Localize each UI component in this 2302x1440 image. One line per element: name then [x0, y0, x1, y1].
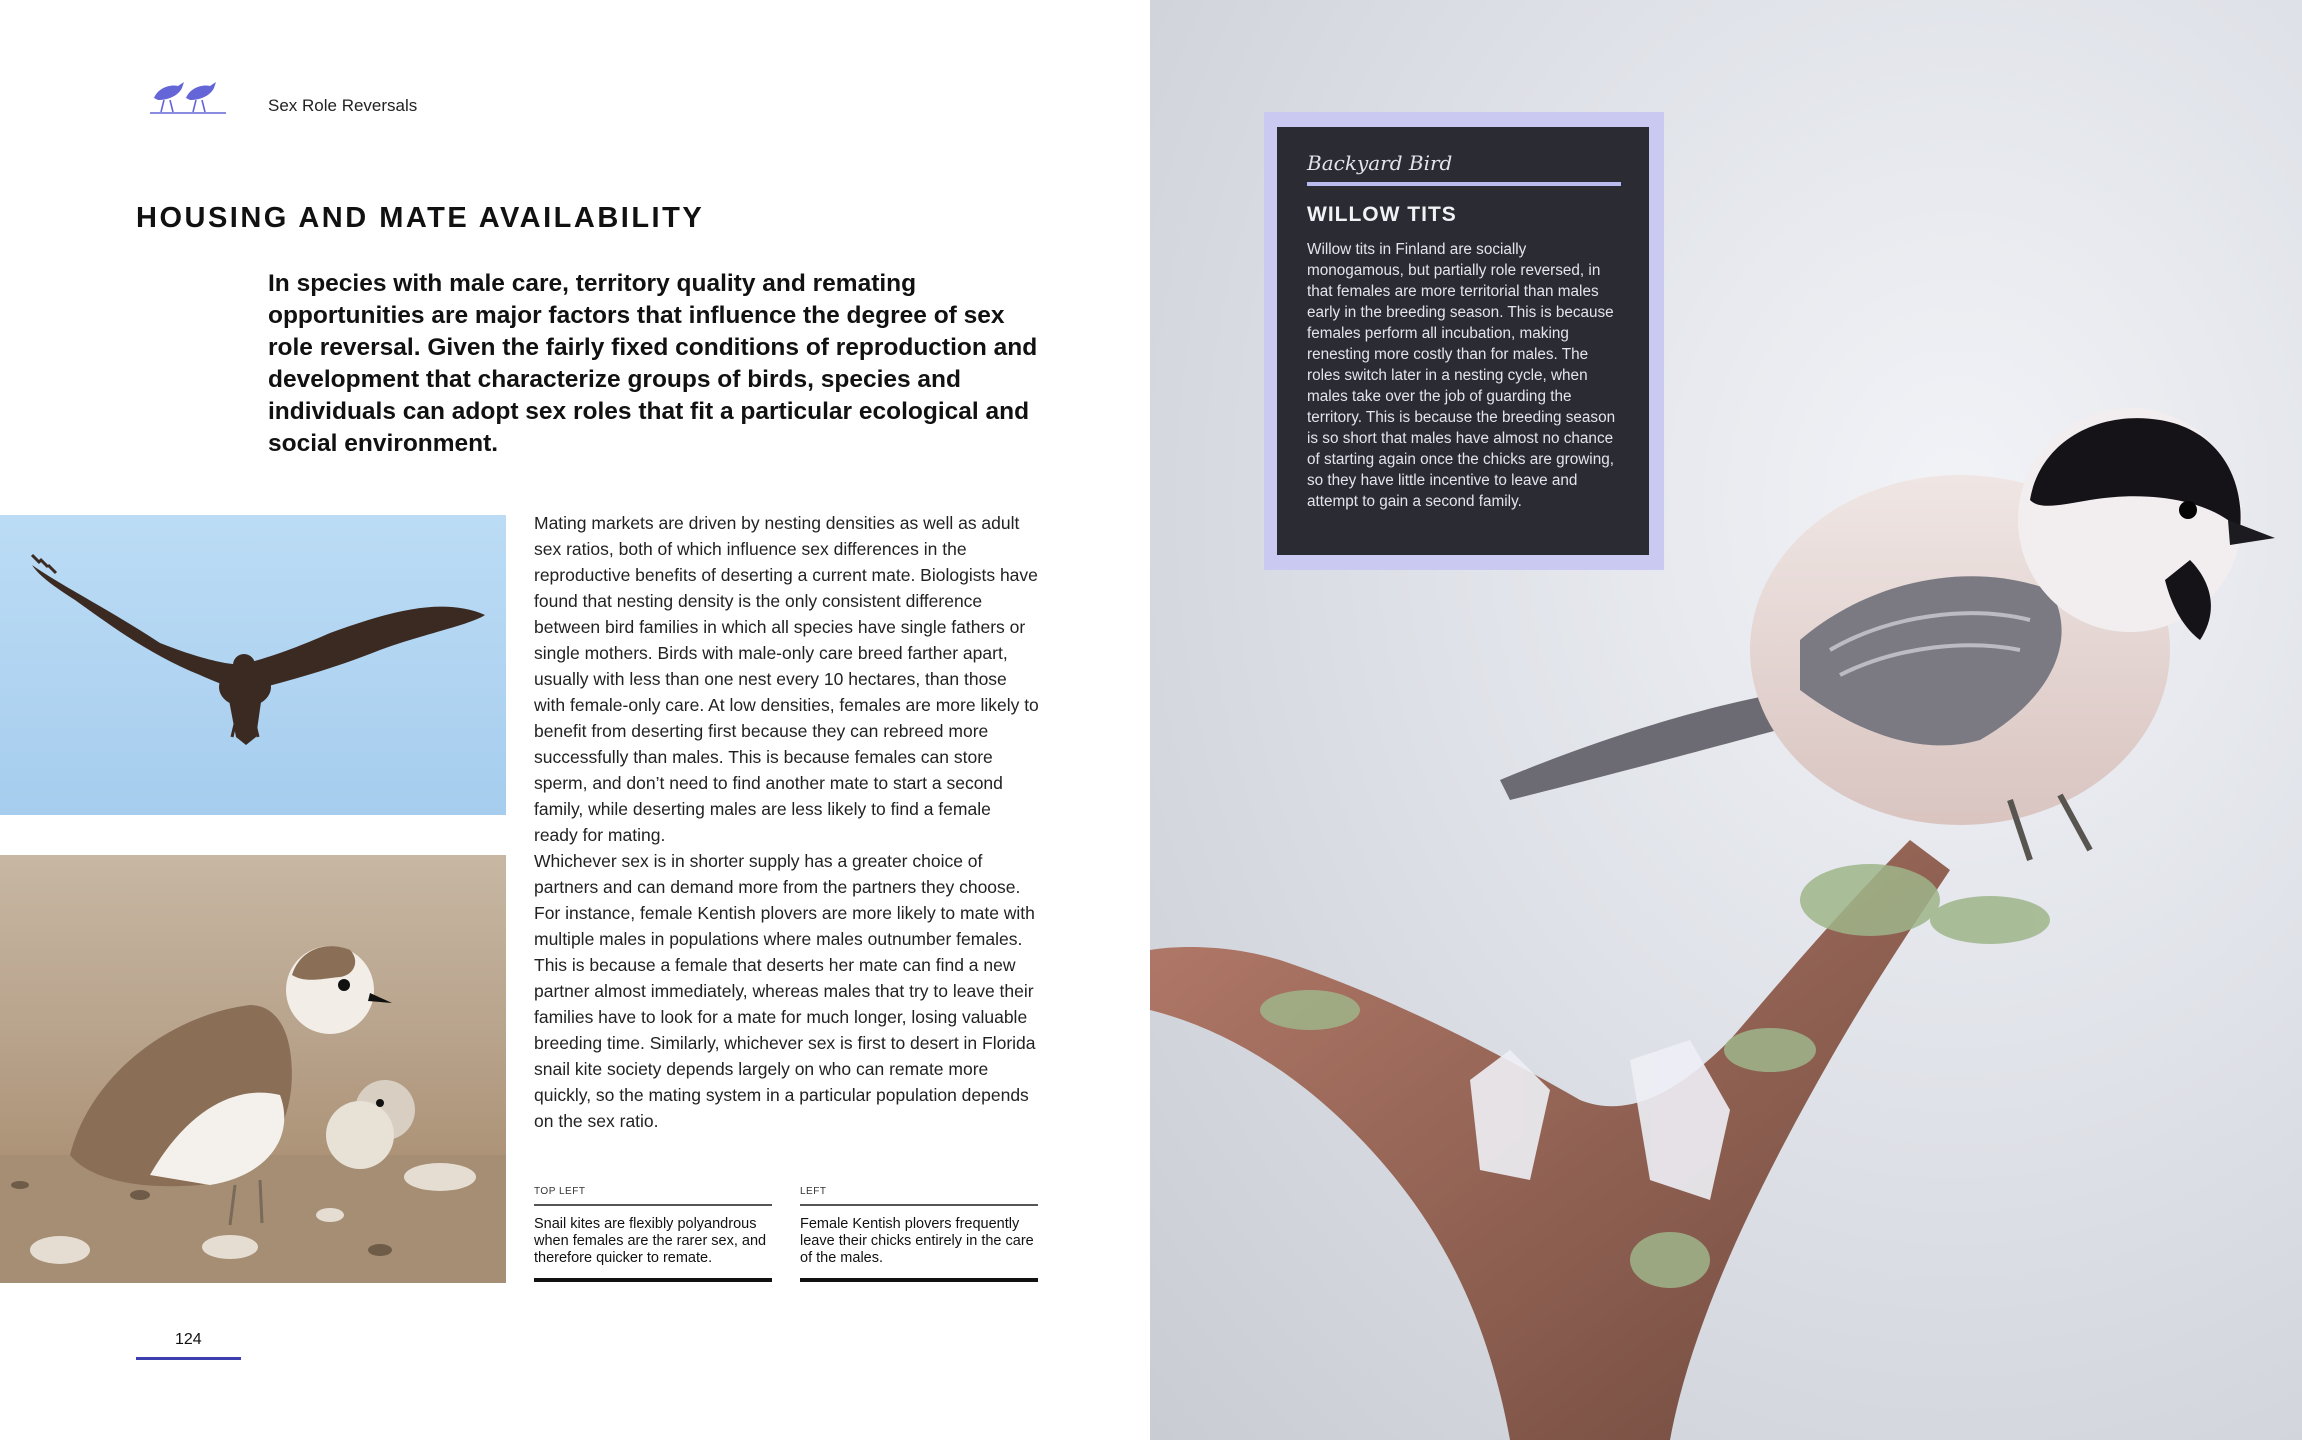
page-number-rule — [136, 1357, 241, 1360]
caption-label: TOP LEFT — [534, 1186, 586, 1197]
running-head: Sex Role Reversals — [268, 96, 418, 115]
sidebar-box — [1277, 127, 1649, 555]
caption-left — [800, 1186, 1038, 1267]
page-number: 124 — [175, 1331, 202, 1348]
caption-rule — [800, 1204, 1038, 1206]
caption-label: LEFT — [800, 1186, 827, 1197]
section-heading: HOUSING AND MATE AVAILABILITY — [136, 202, 705, 234]
body-paragraph-1: Mating markets are driven by nesting densities as well as adult sex ratios, both of which influence sex differences in the reproductive benefits of deserting a current mate. Biologists have found that nesting density is the only consistent difference between bird families in which all species have single fathers or single mothers. Birds with male-only care breed farther apart, usually with less than one nest every 10 hectares, than those with female-only care. At low densities, females are more likely to benefit from deserting first because they can rebreed more successfully than males. This is because females can store sperm, and don’t need to find another mate to start a second family, while deserting males are less likely to find a female ready for mating. — [534, 513, 1039, 845]
body-paragraph-2: Whichever sex is in shorter supply has a greater choice of partners and can demand more from the partners they choose. For instance, female Kentish plovers are more likely to mate with multiple males in populations where males outnumber females. This is because a female that deserts her mate can find a new partner almost immediately, whereas males that try to leave their families have to look for a mate for much longer, losing valuable breeding time. Similarly, whichever sex is first to desert in Florida snail kite society depends largely on who can remate more quickly, so the mating system in a particular population depends on the sex ratio. — [534, 851, 1036, 1131]
snail-kite-photo — [0, 515, 506, 815]
caption-bottom-rule — [800, 1278, 1038, 1282]
caption-text: Snail kites are flexibly polyandrous when females are the rarer sex, and therefore quicker to remate. — [534, 1216, 767, 1266]
intro-paragraph: In species with male care, territory quality and remating opportunities are major factors that influence the degree of sex role reversal. Given the fairly fixed conditions of reproduction and development that characterize groups of birds, species and individuals can adopt sex roles that fit a particular ecological and social environment. — [268, 270, 1038, 457]
caption-bottom-rule — [534, 1278, 772, 1282]
caption-top-left — [534, 1186, 772, 1267]
two-birds-logo-icon — [148, 76, 228, 116]
snail-kite-illustration — [0, 515, 506, 815]
kentish-plover-photo — [0, 855, 506, 1283]
sidebar-body: Willow tits in Finland are socially monogamous, but partially role reversed, in that females are more territorial than males early in the breeding season. This is because females perform all incubation, making renesting more costly than for males. The roles switch later in a nesting cycle, when males take over the job of guarding the territory. This is because the breeding season is so short that males have almost no chance of starting again once the chicks are growing, so they have little incentive to leave and attempt to gain a second family. — [1307, 241, 1616, 510]
kentish-plover-illustration — [0, 855, 506, 1283]
caption-text: Female Kentish plovers frequently leave their chicks entirely in the care of the males. — [800, 1216, 1034, 1266]
sidebar-kicker: Backyard Bird — [1307, 151, 1453, 175]
left-page — [0, 0, 1150, 1440]
caption-rule — [534, 1204, 772, 1206]
sidebar-title: WILLOW TITS — [1307, 203, 1457, 226]
sidebar-rule — [1307, 182, 1621, 186]
